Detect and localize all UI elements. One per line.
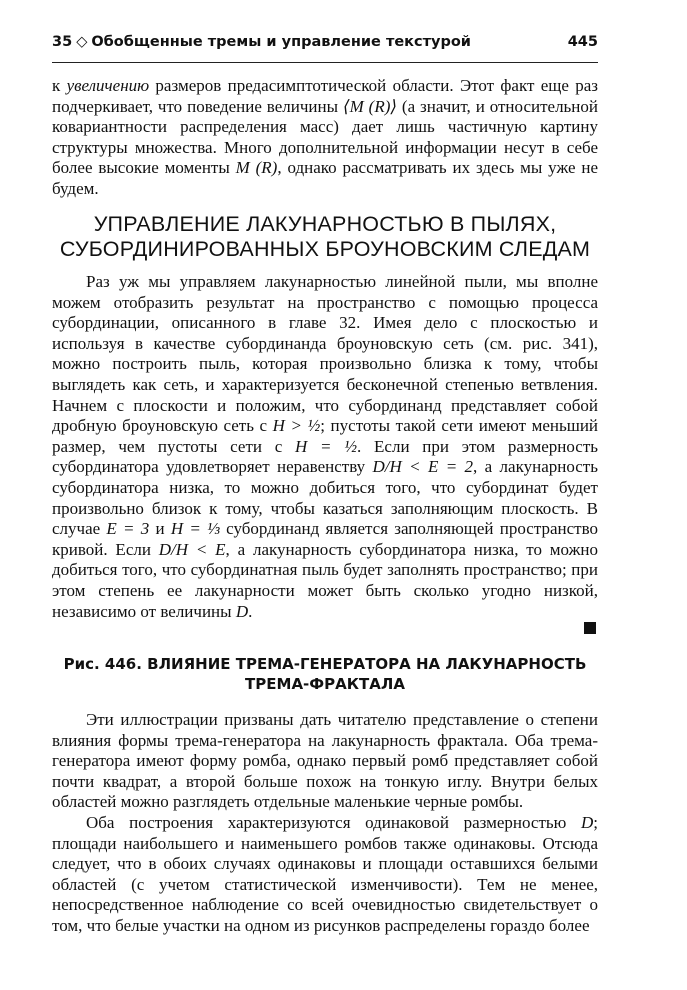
figure-caption [52,654,598,694]
math-inline: E = 3 [106,519,150,539]
running-header [52,34,598,56]
text-run: ; пустоты такой сети имеют меньший размер, чем пустоты сети с [52,416,599,456]
figure-description [52,710,598,937]
page-number: 445 [567,34,598,50]
text-run: , однако рассматривать их здесь мы уже не будем. [52,158,598,198]
text-run: (а значит, и относительной ковариантности распределения масс) дает лишь частичную картину структуры множества. Много дополнительной информации несут в себе более высокие моменты [52,96,599,178]
math-inline: D [235,601,249,621]
paragraph [52,813,598,937]
text-run: к [52,76,67,95]
caption-line: Рис. 446. ВЛИЯНИЕ ТРЕМА-ГЕНЕРАТОРА НА ЛАКУНАРНОСТЬ [63,655,587,673]
math-inline: H > ½ [272,416,321,436]
math-inline: D [580,812,594,832]
text-run: , а лакунарность субординатора низка, то можно добиться того, что субординатная пыль будет заполнять пространство; при этом степень ее лакунарности может быть сколько угодно низкой, независимо от величины [52,539,598,621]
heading-line: УПРАВЛЕНИЕ ЛАКУНАРНОСТЬЮ В ПЫЛЯХ, [93,212,557,236]
emphasis: увеличению [66,76,150,95]
math-inline: H = ½ [295,436,358,456]
heading-line: СУБОРДИНИРОВАННЫХ БРОУНОВСКИМ СЛЕДАМ [59,237,591,261]
diamond-icon: ◇ [76,34,88,50]
header-rule [52,62,598,63]
end-of-proof-square [584,622,596,634]
text-run: и [149,519,171,539]
text-run: субординанд является заполняющей пространство кривой. Если [52,519,598,559]
caption-line: ТРЕМА-ФРАКТАЛА [245,675,405,693]
math-inline: D/H < E = 2 [372,457,474,477]
paragraph-subordination [52,272,598,622]
math-inline: H = ⅓ [170,519,220,539]
text-run: , а лакунарность субординатора низка, то можно добиться того, что субординат будет произвольно близок к тому, чтобы казаться заполняющим плоскость. В случае [52,457,598,539]
text-run: размеров предасимптотической области. Этот факт еще раз подчеркивает, что поведение величины [52,76,598,116]
paragraph: Эти иллюстрации призваны дать читателю представление о степени влияния формы трема-генератора на лакунарность фрактала. Оба трема-генератора имеют форму ромба, однако первый ромб представляет собой почти квадрат, а второй больше похож на тонкую иглу. Внутри белых областей можно разглядеть отдельные маленькие черные ромбы. [52,710,598,812]
text-run: . [248,601,253,621]
text-run: . Если при этом размерность субординатора удовлетворяет неравенству [52,436,598,477]
math-inline: D/H < E [158,539,226,559]
section-heading [52,212,598,262]
chapter-number: 35 [52,34,73,50]
math-inline: ⟨M (R)⟩ [342,96,398,116]
paragraph-continuation [52,76,598,200]
text-run: Оба построения характеризуются одинаковой размерностью [86,812,581,832]
text-run: Раз уж мы управляем лакунарностью линейной пыли, мы вполне можем отобразить результат на пространство с помощью процесса субординации, описанного в главе 32. Имея дело с плоскостью и используя в качестве субординанда броуновскую сеть (см. рис. 341), можно построить пыль, которая произвольно близка к тому, чтобы выглядеть как сеть, и характеризуется бесконечной степенью ветвления. Начнем с плоскости и положим, что субординанд представляет собой дробную броуновскую сеть с [52,272,598,436]
header-chapter [52,34,471,50]
chapter-title: Обобщенные тремы и управление текстурой [91,34,471,50]
math-inline: M (R) [235,158,278,178]
text-run: ; площади наибольшего и наименьшего ромбов также одинаковы. Отсюда следует, что в обоих случаях одинаковы и площади оставшихся белыми областей (с учетом статистической изменчивости). Тем не менее, непосредственное наблюдение со всей очевидностью свидетельствует о том, что белые участки на одном из рисунков распределены гораздо более [52,812,598,935]
